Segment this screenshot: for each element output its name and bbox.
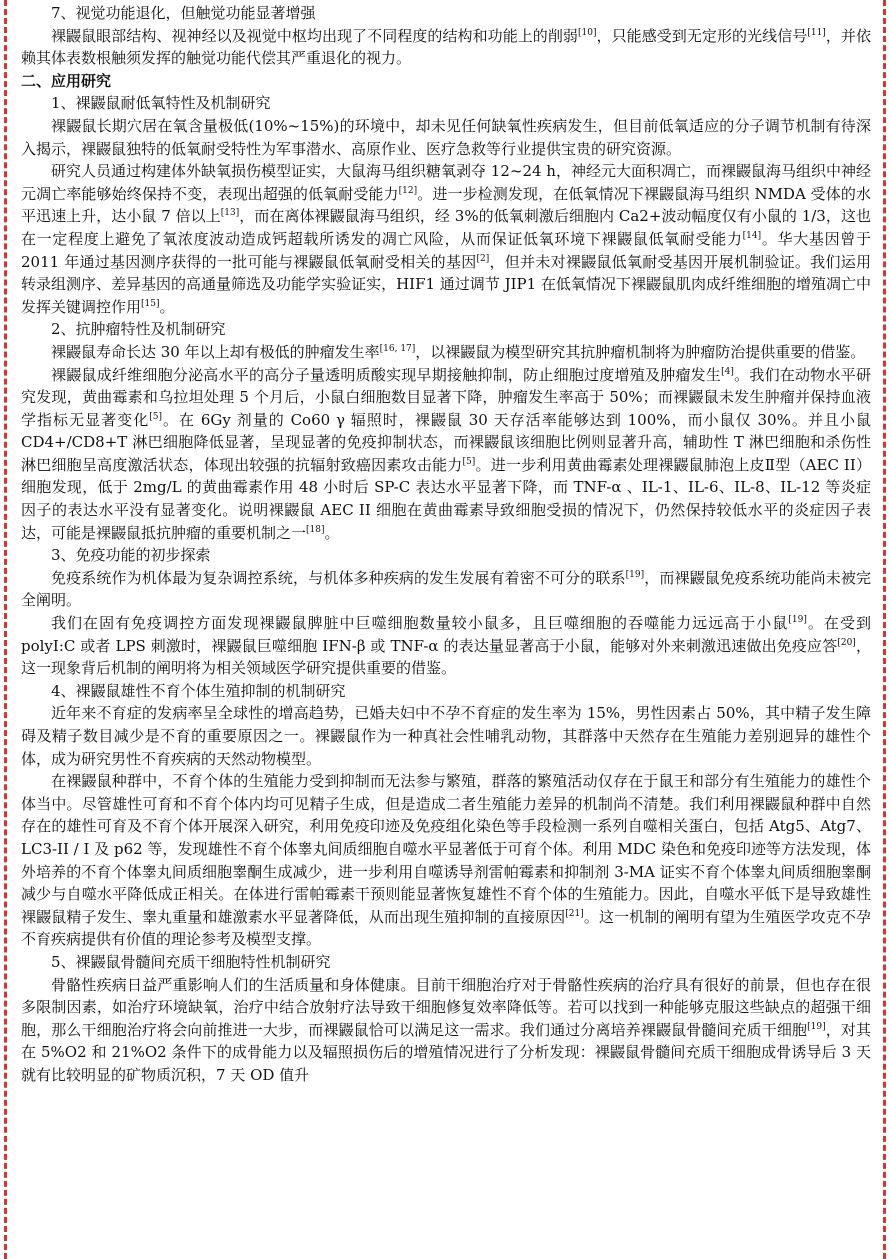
paragraph <box>21 341 871 364</box>
subsection-heading <box>21 544 871 567</box>
text-run: 3、免疫功能的初步探索 <box>51 546 211 565</box>
text-run: ，但并未对裸鼹鼠低氧耐受基因开展机制验证。我们运用转录组测序、差异基因的高通量筛选及功能学实验证实，HIF1 通过调节 JIP1 在低氧情况下裸鼹鼠肌肉成纤维细胞的增殖凋亡中发挥关键调控作用 <box>21 252 871 316</box>
text-run: 。我们在动物水平研究发现，黄曲霉素和乌拉坦处理 5 个月后，小鼠白细胞数目显著下降，肿瘤发生率高于 50%；而裸鼹鼠未发生肿瘤并保持血液学指标无显著变化 <box>21 365 871 429</box>
citation-ref: [19] <box>625 569 645 580</box>
subsection-heading <box>21 2 871 25</box>
citation-ref: [11] <box>807 27 826 38</box>
citation-ref: [16, 17] <box>379 343 416 354</box>
paragraph <box>21 612 871 680</box>
citation-ref: [13] <box>220 208 240 219</box>
text-run: ，对其在 5%O2 和 21%O2 条件下的成骨能力以及辐照损伤后的增殖情况进行了分析发现：裸鼹鼠骨髓间充质干细胞成骨诱导后 3 天就有比较明显的矿物质沉积，7 天 OD 值升 <box>21 1020 871 1084</box>
paragraph <box>21 25 871 70</box>
citation-ref: [4] <box>721 366 734 377</box>
citation-ref: [5] <box>462 456 476 467</box>
citation-ref: [20] <box>837 637 856 648</box>
paragraph <box>21 702 871 770</box>
text-run: 。在 6Gy 剂量的 Co60 γ 辐照时，裸鼹鼠 30 天存活率能够达到 100%，而小鼠仅 30%。并且小鼠 CD4+/CD8+T 淋巴细胞降低显著，呈现显著的免疫抑制状态，而裸鼹鼠该细胞比例则显著升高，辅助性 T 淋巴细胞和杀伤性淋巴细胞呈高度激活状态，体现出较强的抗辐射致癌因素攻击能力 <box>21 410 871 474</box>
citation-ref: [2] <box>476 253 490 264</box>
text-run: 免疫系统作为机体最为复杂调控系统，与机体多种疾病的发生发展有着密不可分的联系 <box>51 568 626 587</box>
text-run: 7、视觉功能退化，但触觉功能显著增强 <box>51 4 316 22</box>
text-run: ，以裸鼹鼠为模型研究其抗肿瘤机制将为肿瘤防治提供重要的借鉴。 <box>415 342 866 361</box>
text-run: 5、裸鼹鼠骨髓间充质干细胞特性机制研究 <box>51 952 331 971</box>
text-run: 。 <box>324 523 340 542</box>
citation-ref: [19] <box>788 615 807 626</box>
text-run: ，而裸鼹鼠免疫系统功能尚未被完全阐明。 <box>21 568 871 610</box>
text-run: 2、抗肿瘤特性及机制研究 <box>51 320 226 339</box>
text-run: ，这一现象背后机制的阐明将为相关领域医学研究提供重要的借鉴。 <box>21 636 871 678</box>
text-run: 。进一步检测发现，在低氧情况下裸鼹鼠海马组织 NMDA 受体的水平迅速上升，达小鼠 7 倍以上 <box>21 184 871 226</box>
text-run: 。在受到 polyI:C 或者 LPS 刺激时，裸鼹鼠巨噬细胞 IFN-β 或 TNF-α 的表达量显著高于小鼠，能够对外来刺激迅速做出免疫应答 <box>21 614 871 655</box>
citation-ref: [14] <box>742 230 762 241</box>
subsection-heading <box>21 92 871 115</box>
text-run: 裸鼹鼠寿命长达 30 年以上却有极低的肿瘤发生率 <box>51 342 380 361</box>
text-run: 骨骼性疾病日益严重影响人们的生活质量和身体健康。目前干细胞治疗对于骨骼性疾病的治疗具有很好的前景，但也存在很多限制因素，如治疗环境缺氧，治疗中结合放射疗法导致干细胞修复效率降低等。若可以找到一种能够克服这些缺点的超强干细胞，那么干细胞治疗将会向前推进一大步，而裸鼹鼠恰可以满足这一需求。我们通过分离培养裸鼹鼠骨髓间充质干细胞 <box>21 975 871 1039</box>
text-run: 。进一步利用黄曲霉素处理裸鼹鼠肺泡上皮Ⅱ型（AEC II）细胞发现，低于 2mg/L 的黄曲霉素作用 48 小时后 SP-C 表达水平显著下降，而 TNF-α 、IL-1、IL-6、IL-8、IL-12 等炎症因子的表达水平没有显著变化。说明裸鼹鼠 AEC II 细胞在黄曲霉素导致细胞受损的情况下，仍然保持较低水平的炎症因子表达，可能是裸鼹鼠抵抗肿瘤的重要机制之一 <box>21 455 872 542</box>
text-run: 我们在固有免疫调控方面发现裸鼹鼠脾脏中巨噬细胞数量较小鼠多，且巨噬细胞的吞噬能力远远高于小鼠 <box>51 614 789 633</box>
text-run: 。 <box>159 297 175 316</box>
citation-ref: [12] <box>398 185 418 196</box>
paragraph <box>21 974 871 1087</box>
citation-ref: [18] <box>306 524 325 535</box>
text-run: 裸鼹鼠眼部结构、视神经以及视觉中枢均出现了不同程度的结构和功能上的削弱 <box>51 26 578 45</box>
subsection-heading <box>21 951 871 974</box>
paragraph <box>21 770 871 951</box>
text-run: 。华大基因曾于 2011 年通过基因测序获得的一批可能与裸鼹鼠低氧耐受相关的基因 <box>21 229 871 271</box>
text-run: 近年来不育症的发病率呈全球性的增高趋势，已婚夫妇中不孕不育症的发生率为 15%，男性因素占 50%，其中精子发生障碍及精子数目减少是不育的重要原因之一。裸鼹鼠作为一种真社会性哺乳动物，其群落中天然存在生殖能力差别迥异的雄性个体，成为研究男性不育疾病的天然动物模型。 <box>21 704 871 768</box>
text-run: ，只能感受到无定形的光线信号 <box>596 26 808 45</box>
text-run: 在裸鼹鼠种群中，不育个体的生殖能力受到抑制而无法参与繁殖，群落的繁殖活动仅存在于鼠王和部分有生殖能力的雄性个体当中。尽管雄性可育和不育个体内均可见精子生成，但是造成二者生殖能力差异的机制尚不清楚。我们利用裸鼹鼠种群中自然存在的雄性可育及不育个体开展深入研究，利用免疫印迹及免疫组化染色等手段检测一系列自噬相关蛋白，包括 Atg5、Atg7、LC3-II / I 及 p62 等，发现雄性不育个体睾丸间质细胞自噬水平显著低于可育个体。利用 MDC 染色和免疫印迹等方法发现，体外培养的不育个体睾丸间质细胞睾酮生成减少，进一步利用自噬诱导剂雷帕霉素和抑制剂 3-MA 证实不育个体睾丸间质细胞睾酮减少与自噬水平降低成正相关。在体进行雷帕霉素干预则能显著恢复雄性不育个体的生殖能力。因此，自噬水平低下是导致雄性裸鼹鼠精子发生、睾丸重量和雄激素水平显著降低，从而出现生殖抑制的直接原因 <box>21 772 871 926</box>
text-run: 二、应用研究 <box>21 71 112 90</box>
text-run: 1、裸鼹鼠耐低氧特性及机制研究 <box>51 94 271 113</box>
text-run: 研究人员通过构建体外缺氧损伤模型证实，大鼠海马组织糖氧剥夺 12~24 h，神经元大面积凋亡，而裸鼹鼠海马组织中神经元凋亡率能够始终保持不变，表现出超强的低氧耐受能力 <box>21 162 871 203</box>
citation-ref: [10] <box>577 27 597 38</box>
text-run: 4、裸鼹鼠雄性不育个体生殖抑制的机制研究 <box>51 681 346 700</box>
text-run: ，而在离体裸鼹鼠海马组织，经 3%的低氧刺激后细胞内 Ca2+波动幅度仅有小鼠的 1/3，这也在一定程度上避免了氧浓度波动造成钙超载所诱发的凋亡风险，从而保证低氧环境下裸鼹鼠低氧耐受能力 <box>21 207 871 248</box>
subsection-heading <box>21 318 871 341</box>
paragraph <box>21 364 871 545</box>
section-heading <box>21 70 871 93</box>
paragraph <box>21 160 871 318</box>
paragraph <box>21 115 871 160</box>
text-run: 裸鼹鼠长期穴居在氧含量极低(10%~15%)的环境中，却未见任何缺氧性疾病发生，但目前低氧适应的分子调节机制有待深入揭示，裸鼹鼠独特的低氧耐受特性为军事潜水、高原作业、医疗急救等行业提供宝贵的研究资源。 <box>21 116 871 158</box>
text-run: 裸鼹鼠成纤维细胞分泌高水平的高分子量透明质酸实现早期接触抑制，防止细胞过度增殖及肿瘤发生 <box>51 365 722 384</box>
citation-ref: [15] <box>141 298 160 309</box>
text-run: ，并依赖其体表数根触须发挥的触觉功能代偿其严重退化的视力。 <box>21 26 871 68</box>
subsection-heading <box>21 680 871 703</box>
citation-ref: [21] <box>565 908 584 919</box>
citation-ref: [5] <box>149 411 162 422</box>
paragraph <box>21 567 871 612</box>
text-run: 。这一机制的阐明有望为生殖医学攻克不孕不育疾病提供有价值的理论参考及模型支撑。 <box>21 907 871 949</box>
citation-ref: [19] <box>807 1021 826 1032</box>
document-body <box>21 2 871 1087</box>
